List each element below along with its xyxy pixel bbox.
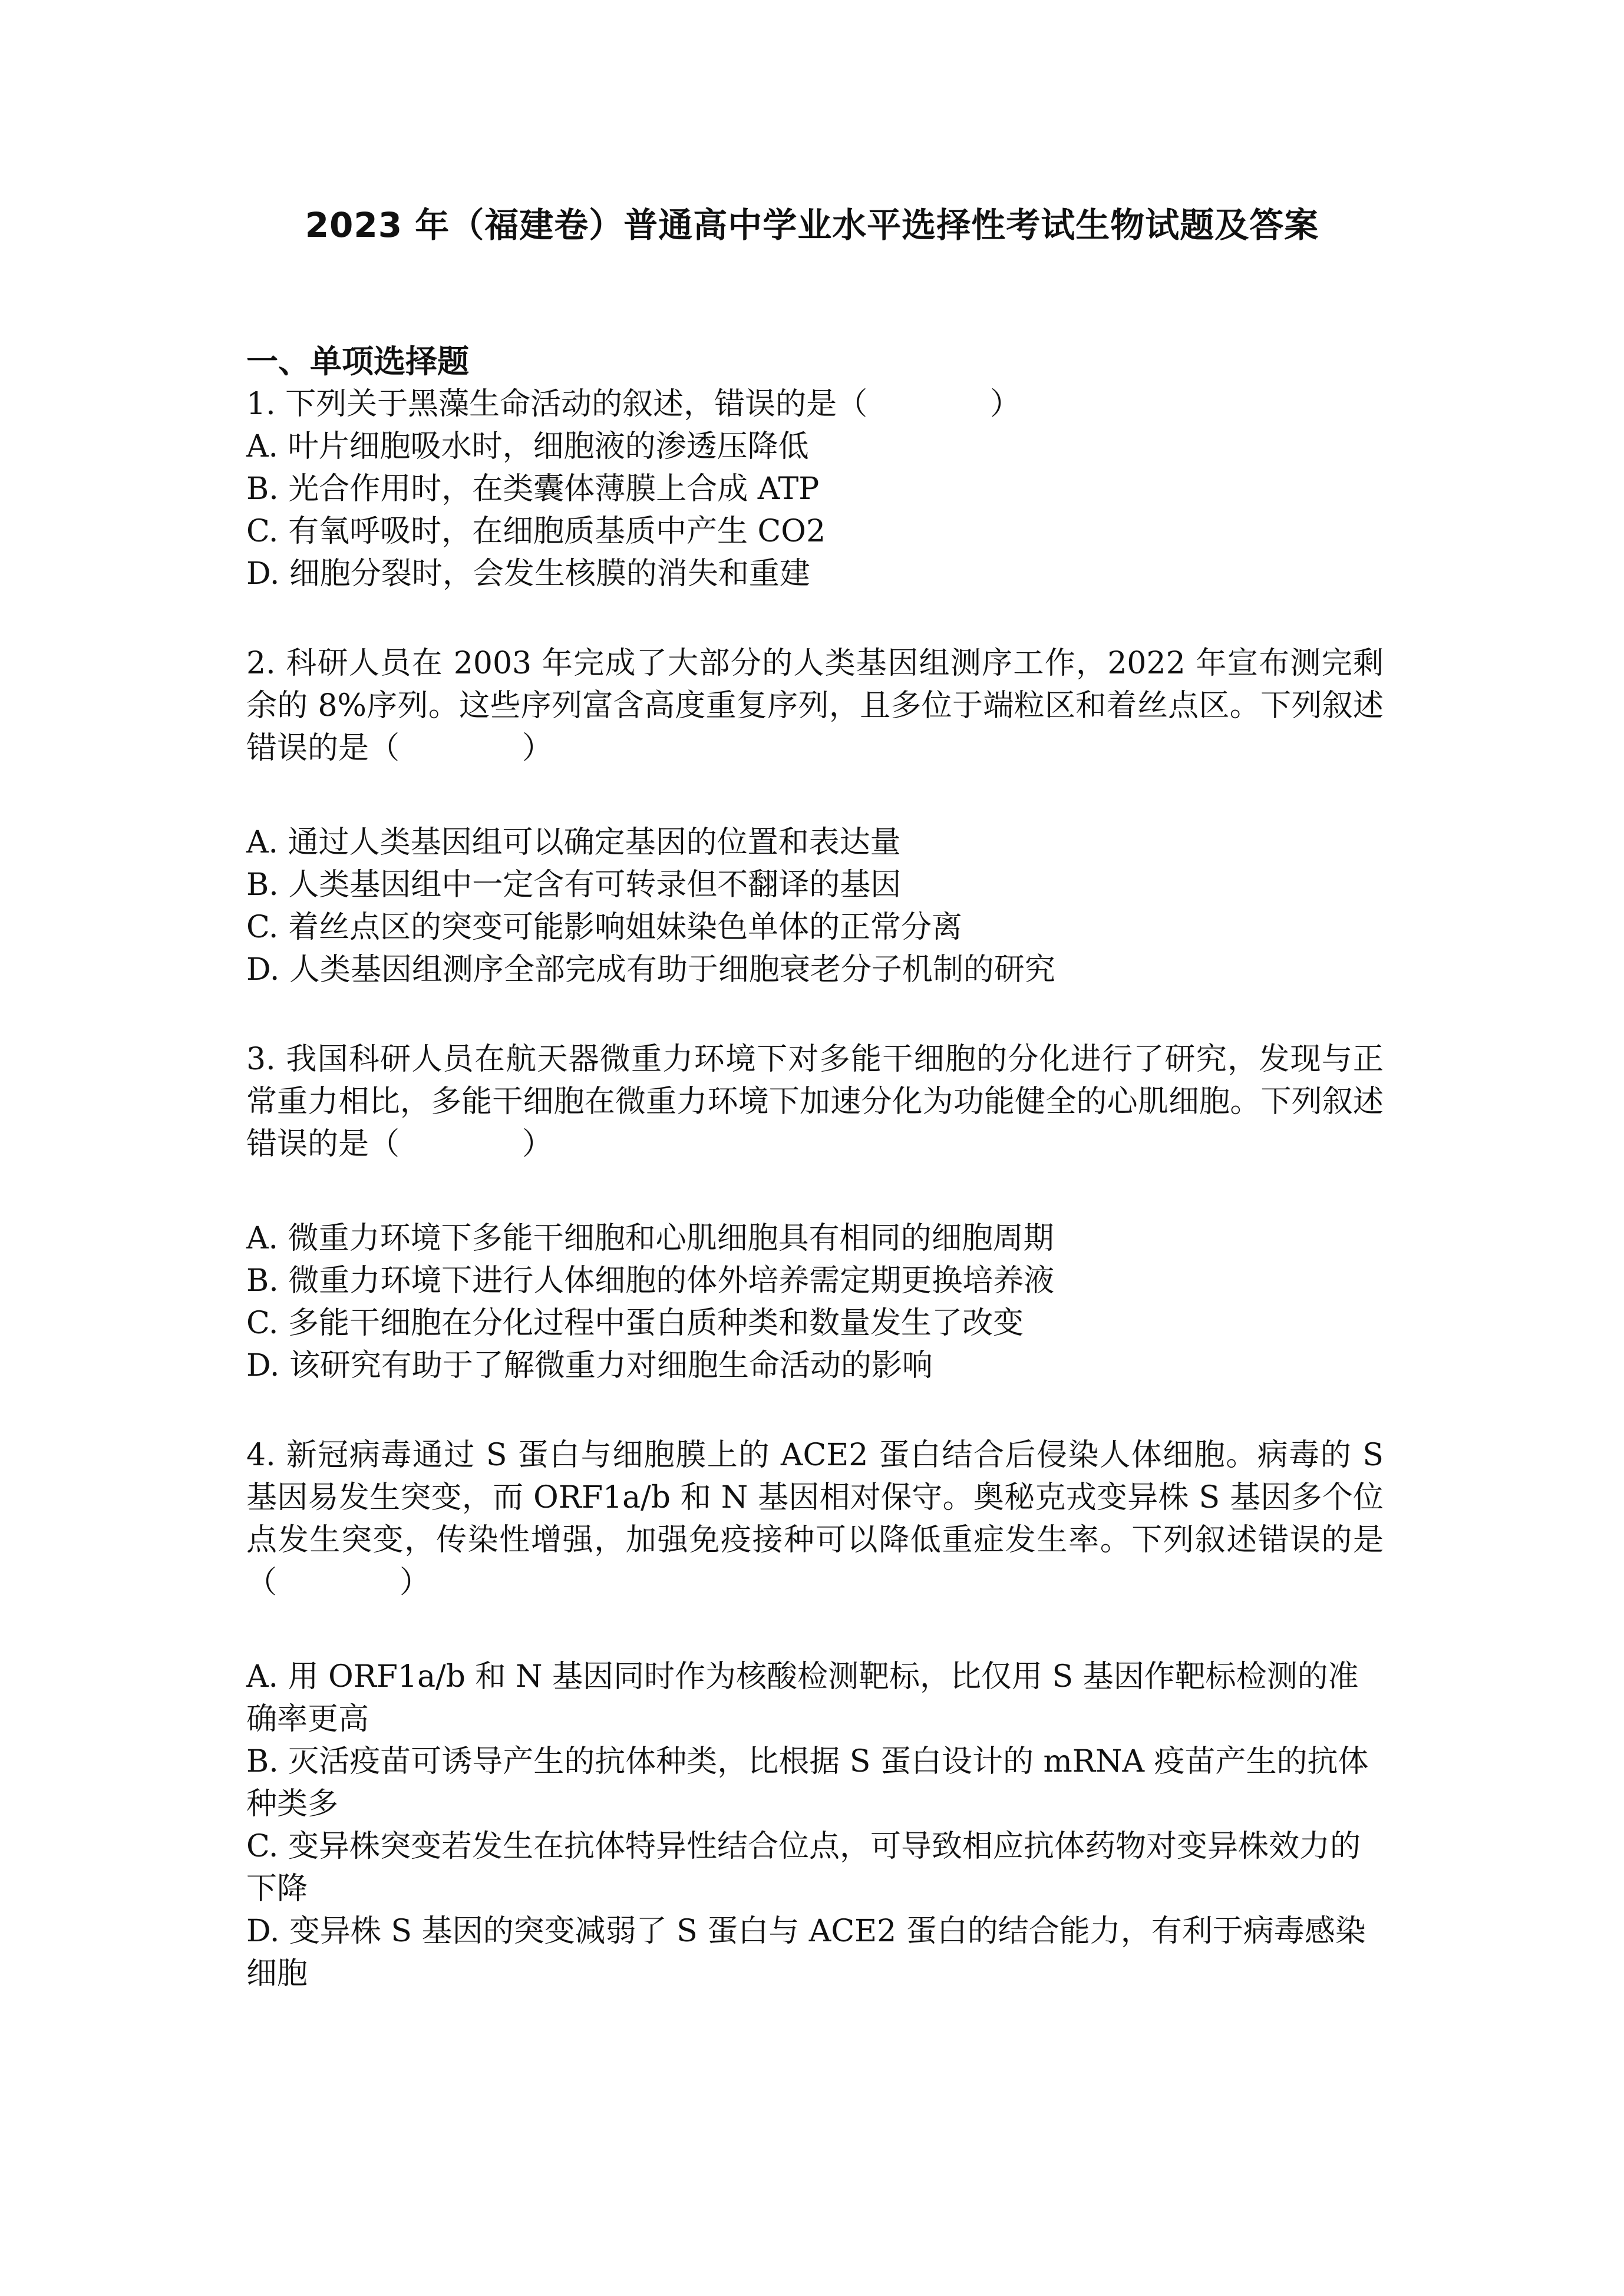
spacer — [246, 991, 1384, 1038]
section-heading: 一、单项选择题 — [246, 343, 469, 380]
question-stem: 2. 科研人员在 2003 年完成了大部分的人类基因组测序工作，2022 年宣布测完剩余的 8%序列。这些序列富含高度重复序列，且多位于端粒区和着丝点区。下列叙述错误的是（ ） — [246, 646, 1384, 766]
option-c: C. 多能干细胞在分化过程中蛋白质种类和数量发生了改变 — [246, 1306, 1024, 1341]
spacer — [246, 769, 1384, 821]
option-a: A. 用 ORF1a/b 和 N 基因同时作为核酸检测靶标，比仅用 S 基因作靶标检测的准确率更高 — [246, 1659, 1359, 1737]
question-stem: 1. 下列关于黑藻生命活动的叙述，错误的是（ ） — [246, 386, 1021, 422]
option-b: B. 光合作用时，在类囊体薄膜上合成 ATP — [246, 471, 820, 507]
option-list — [246, 1656, 1384, 1995]
option-d: D. 细胞分裂时，会发生核膜的消失和重建 — [246, 556, 810, 592]
question-stem: 3. 我国科研人员在航天器微重力环境下对多能干细胞的分化进行了研究，发现与正常重力相比，多能干细胞在微重力环境下加速分化为功能健全的心肌细胞。下列叙述错误的是（ ） — [246, 1042, 1384, 1162]
option-b: B. 灭活疫苗可诱导产生的抗体种类，比根据 S 蛋白设计的 mRNA 疫苗产生的抗体种类多 — [246, 1744, 1369, 1822]
option-list — [246, 425, 1384, 595]
option-b: B. 人类基因组中一定含有可转录但不翻译的基因 — [246, 867, 902, 903]
spacer — [246, 1165, 1384, 1217]
question-2 — [246, 642, 1384, 991]
option-c: C. 变异株突变若发生在抗体特异性结合位点，可导致相应抗体药物对变异株效力的下降 — [246, 1829, 1361, 1907]
option-a: A. 叶片细胞吸水时，细胞液的渗透压降低 — [246, 429, 809, 464]
option-list — [246, 821, 1384, 991]
question-1 — [246, 383, 1384, 595]
spacer — [246, 1387, 1384, 1434]
option-c: C. 有氧呼吸时，在细胞质基质中产生 CO2 — [246, 514, 826, 549]
option-a: A. 微重力环境下多能干细胞和心肌细胞具有相同的细胞周期 — [246, 1221, 1054, 1256]
spacer — [246, 595, 1384, 642]
option-b: B. 微重力环境下进行人体细胞的体外培养需定期更换培养液 — [246, 1263, 1055, 1299]
option-a: A. 通过人类基因组可以确定基因的位置和表达量 — [246, 825, 901, 860]
page-title: 2023 年（福建卷）普通高中学业水平选择性考试生物试题及答案 — [305, 205, 1319, 245]
question-stem: 4. 新冠病毒通过 S 蛋白与细胞膜上的 ACE2 蛋白结合后侵染人体细胞。病毒的 S 基因易发生突变，而 ORF1a/b 和 N 基因相对保守。奥秘克戎变异株 S 基因多个位点发生突变，传染性增强，加强免疫接种可以降低重症发生率。下列叙述错误的是（ ） — [246, 1438, 1384, 1600]
question-3 — [246, 1038, 1384, 1387]
option-d: D. 人类基因组测序全部完成有助于细胞衰老分子机制的研究 — [246, 952, 1055, 987]
question-4 — [246, 1434, 1384, 1995]
spacer — [246, 1604, 1384, 1656]
option-d: D. 该研究有助于了解微重力对细胞生命活动的影响 — [246, 1348, 933, 1383]
option-d: D. 变异株 S 基因的突变减弱了 S 蛋白与 ACE2 蛋白的结合能力，有利于病毒感染细胞 — [246, 1914, 1366, 1991]
option-list — [246, 1217, 1384, 1387]
exam-content — [246, 341, 1384, 1995]
option-c: C. 着丝点区的突变可能影响姐妹染色单体的正常分离 — [246, 910, 962, 945]
